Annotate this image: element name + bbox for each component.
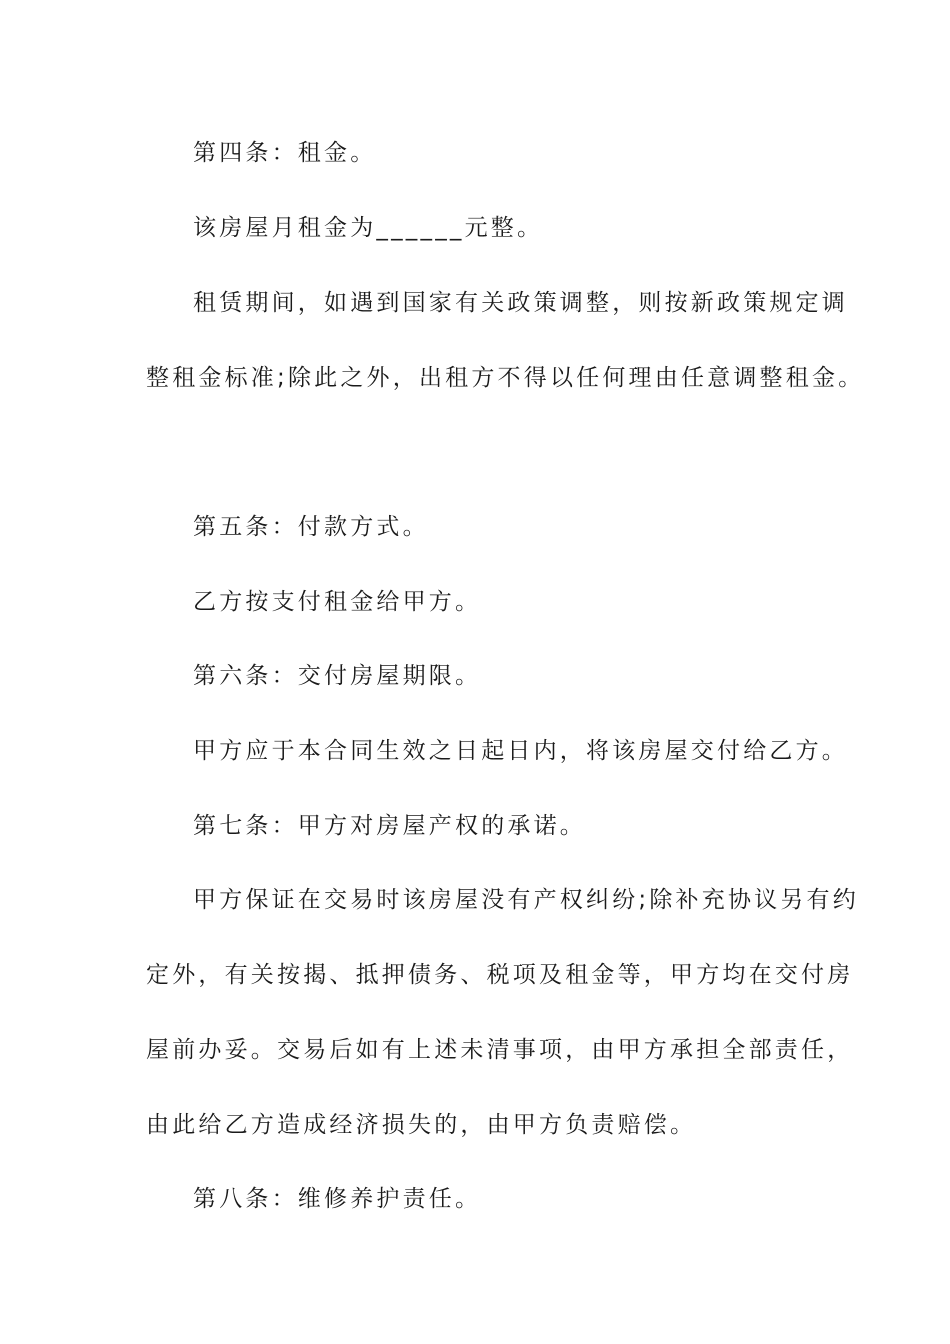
rent-adjustment-line-2: 整租金标准;除此之外，出租方不得以任何理由任意调整租金。 <box>146 365 865 391</box>
article-5-heading: 第五条：付款方式。 <box>193 514 429 540</box>
rent-adjustment-line-1: 租赁期间，如遇到国家有关政策调整，则按新政策规定调 <box>193 290 848 316</box>
title-guarantee-line-2: 定外，有关按揭、抵押债务、税项及租金等，甲方均在交付房 <box>146 962 854 988</box>
article-6-heading: 第六条：交付房屋期限。 <box>193 663 482 689</box>
article-4-heading: 第四条：租金。 <box>193 140 377 166</box>
title-guarantee-line-1: 甲方保证在交易时该房屋没有产权纠纷;除补充协议另有约 <box>193 887 859 913</box>
payment-line: 乙方按支付租金给甲方。 <box>193 589 482 615</box>
title-guarantee-line-4: 由此给乙方造成经济损失的，由甲方负责赔偿。 <box>146 1112 697 1138</box>
article-8-heading: 第八条：维修养护责任。 <box>193 1186 482 1212</box>
title-guarantee-line-3: 屋前办妥。交易后如有上述未清事项，由甲方承担全部责任， <box>146 1037 854 1063</box>
article-7-heading: 第七条：甲方对房屋产权的承诺。 <box>193 813 586 839</box>
delivery-line: 甲方应于本合同生效之日起日内，将该房屋交付给乙方。 <box>193 738 848 764</box>
rent-amount-line: 该房屋月租金为______元整。 <box>193 215 544 241</box>
